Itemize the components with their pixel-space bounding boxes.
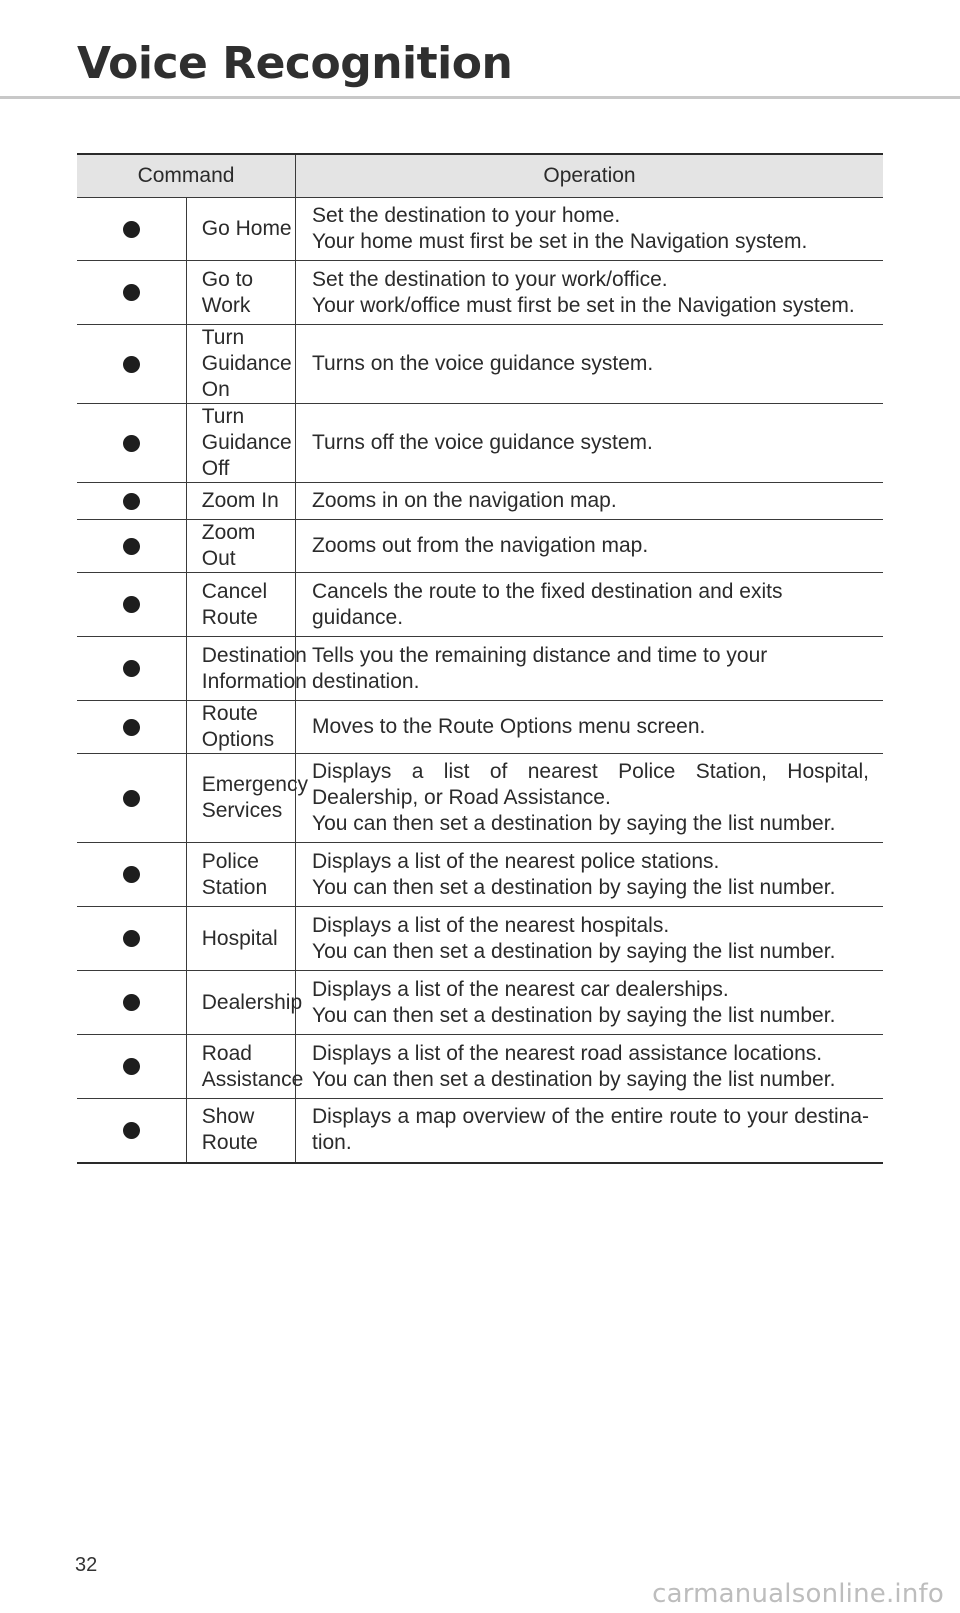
bullet-cell: [77, 907, 186, 971]
command-cell: [186, 198, 295, 261]
bullet-icon: [123, 284, 140, 301]
operation-text: Displays a list of the nearest hospitals. You can then set a destination by saying the list number.: [312, 913, 836, 963]
operation-text: Displays a list of the nearest car dealerships. You can then set a destination by saying the list number.: [312, 977, 836, 1027]
table-row: [77, 198, 883, 261]
column-header-operation: Operation: [296, 154, 884, 198]
command-cell: [186, 1035, 304, 1099]
bullet-cell: [77, 483, 186, 520]
bullet-cell: [77, 701, 186, 754]
bullet-cell: [77, 520, 186, 573]
command-text: Turn Guidance Off: [201, 405, 292, 480]
table-row: [77, 325, 883, 404]
column-header-command: Command: [77, 154, 296, 198]
command-text: Emergency Services: [201, 773, 308, 822]
command-text: Zoom Out: [201, 521, 256, 570]
bullet-icon: [123, 1058, 140, 1075]
command-text: Dealership: [201, 990, 303, 1014]
operation-text: Zooms out from the navigation map.: [312, 534, 649, 557]
bullet-icon: [123, 493, 140, 510]
command-text: Route Options: [201, 702, 275, 751]
bullet-icon: [123, 994, 140, 1011]
operation-text: Displays a list of the nearest police stations. You can then set a destination by saying the list number.: [312, 849, 836, 899]
command-cell: [186, 483, 295, 520]
bullet-cell: [77, 843, 186, 907]
bullet-cell: [77, 573, 186, 637]
bullet-cell: [77, 261, 186, 325]
command-text: Cancel Route: [201, 579, 268, 629]
command-cell: [186, 701, 295, 754]
table-row: [77, 1035, 883, 1099]
command-cell: [186, 573, 295, 637]
operation-cell: [296, 1035, 884, 1099]
operation-cell: [296, 404, 884, 483]
command-cell: [186, 261, 295, 325]
operation-text: Cancels the route to the fixed destination and exits guidance.: [312, 579, 783, 629]
bullet-icon: [123, 930, 140, 947]
bullet-icon: [123, 356, 140, 373]
operation-cell: [296, 843, 884, 907]
operation-cell: [296, 261, 884, 325]
command-text: Go Home: [201, 217, 292, 240]
operation-cell: [296, 1099, 884, 1163]
bullet-cell: [77, 1035, 186, 1099]
table-row: [77, 261, 883, 325]
command-text: Hospital: [201, 926, 278, 950]
operation-text: Displays a list of the nearest road assistance locations. You can then set a destination by saying the list number.: [312, 1041, 836, 1091]
bullet-icon: [123, 866, 140, 883]
bullet-icon: [123, 660, 140, 677]
bullet-icon: [123, 1122, 140, 1139]
bullet-cell: [77, 198, 186, 261]
operation-cell: [296, 971, 884, 1035]
command-cell: [186, 754, 308, 843]
table-row: [77, 483, 883, 520]
operation-text: Tells you the remaining distance and time to your destination.: [312, 643, 768, 693]
operation-text: Turns off the voice guidance system.: [312, 431, 653, 454]
bullet-cell: [77, 325, 186, 404]
bullet-cell: [77, 971, 186, 1035]
operation-cell: [296, 701, 884, 754]
bullet-icon: [123, 719, 140, 736]
table-row: [77, 754, 883, 843]
command-cell: [186, 1099, 295, 1163]
table-row: [77, 971, 883, 1035]
operation-text: Set the destination to your home. Your home must first be set in the Navigation system.: [312, 204, 808, 253]
operation-text: Displays a map overview of the entire route to your destina-tion.: [312, 1105, 869, 1155]
operation-text: Set the destination to your work/office. Your work/office must first be set in the Navigation system.: [312, 267, 855, 317]
table-row: [77, 843, 883, 907]
operation-cell: [296, 520, 884, 573]
command-text: Police Station: [201, 849, 268, 899]
command-text: Destination Information: [201, 643, 307, 693]
table-header-row: [77, 154, 883, 198]
bullet-cell: [77, 754, 186, 843]
command-text: Road Assistance: [201, 1041, 304, 1091]
bullet-icon: [123, 790, 140, 807]
operation-cell: [296, 637, 884, 701]
command-cell: [186, 971, 303, 1035]
table-row: [77, 1099, 883, 1163]
operation-text: Turns on the voice guidance system.: [312, 352, 654, 375]
table-row: [77, 404, 883, 483]
operation-text: Displays a list of nearest Police Station, Hospital, Dealership, or Road Assistance. You can then set a destination by saying the list number.: [312, 760, 869, 835]
command-cell: [186, 907, 295, 971]
page-title: Voice Recognition: [77, 38, 513, 89]
bullet-cell: [77, 637, 186, 701]
operation-text: Zooms in on the navigation map.: [312, 489, 617, 512]
command-text: Go to Work: [201, 267, 254, 317]
voice-command-table: [77, 153, 883, 1164]
operation-cell: [296, 754, 884, 843]
bullet-cell: [77, 404, 186, 483]
operation-cell: [296, 907, 884, 971]
table-row: [77, 637, 883, 701]
command-text: Turn Guidance On: [201, 326, 292, 401]
table-row: [77, 520, 883, 573]
page-number: 32: [75, 1554, 98, 1576]
bullet-icon: [123, 435, 140, 452]
title-divider: [0, 96, 960, 99]
command-text: Zoom In: [201, 489, 279, 512]
command-cell: [186, 404, 295, 483]
bullet-icon: [123, 221, 140, 238]
table-row: [77, 573, 883, 637]
operation-cell: [296, 483, 884, 520]
operation-cell: [296, 198, 884, 261]
command-cell: [186, 637, 307, 701]
watermark: carmanualsonline.info: [652, 1579, 944, 1609]
command-cell: [186, 843, 295, 907]
table-row: [77, 907, 883, 971]
operation-cell: [296, 573, 884, 637]
operation-text: Moves to the Route Options menu screen.: [312, 715, 706, 738]
bullet-icon: [123, 538, 140, 555]
bullet-cell: [77, 1099, 186, 1163]
command-cell: [186, 520, 295, 573]
operation-cell: [296, 325, 884, 404]
table-row: [77, 701, 883, 754]
bullet-icon: [123, 596, 140, 613]
command-cell: [186, 325, 295, 404]
command-text: Show Route: [201, 1105, 258, 1155]
